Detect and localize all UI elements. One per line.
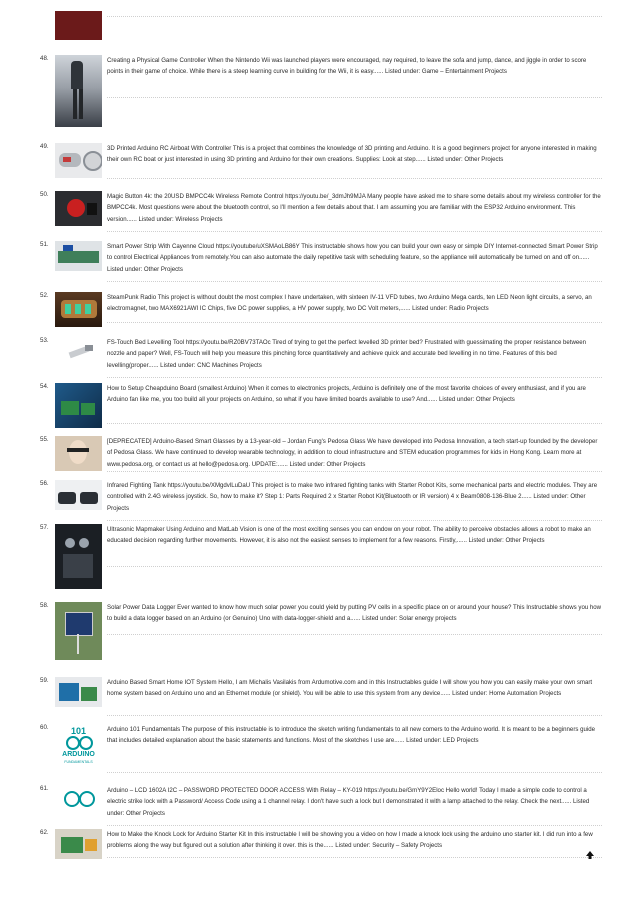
separator xyxy=(107,231,602,232)
game-controller-photo-icon[interactable] xyxy=(55,55,102,127)
rc-airboat-photo-icon[interactable] xyxy=(55,143,102,178)
separator xyxy=(107,857,602,858)
item-description[interactable]: Arduino – LCD 1602A I2C – PASSWORD PROTECTED DOOR ACCESS With Relay – KY-019 https://youtu.be/GmY9Y2Eloc Hello world! Today I made a simple code to control a electric strike lock with a Password/ Access Code using a 1 channel relay. I don't have such a lock but I demonstrated it with a lamp attached to the relay. Check the next...... Listed under: Other Projects xyxy=(107,787,590,817)
arduino-101-logo-icon[interactable] xyxy=(55,724,102,769)
item-number: 55. xyxy=(40,436,49,443)
logo-brand-text: ARDUINO xyxy=(62,751,95,758)
item-description[interactable]: Arduino 101 Fundamentals The purpose of this instructable is to introduce the sketch writing fundamentals to all new comers to the Arduino world. It is meant to be a beginners guide that includes detailed explanation about the basic statements and functions. Most of the sketches I use are...... Listed under: LED Projects xyxy=(107,726,596,745)
item-number: 51. xyxy=(40,241,49,248)
item-description[interactable]: How to Make the Knock Lock for Arduino Starter Kit In this instructable I will be showing you a video on how I made a knock lock using the arduino uno starter kit. I did run into a few problems along the way but figured out a solution after thinking it over. this is the...... Listed under: Security – Safety Projects xyxy=(107,831,593,850)
solar-logger-photo-icon[interactable] xyxy=(55,602,102,660)
steampunk-radio-photo-icon[interactable] xyxy=(55,292,102,327)
item-description[interactable]: Smart Power Strip With Cayenne Cloud https://youtube/uXSMAoLB86Y This instructable shows how you can build your own easy or simple DIY Internet-connected Smart Power Strip to control Electrical Appliances from remotely.You can also automate the daily repetitive task with scheduling feature, so the appliance will automatically be turned on and off on...... Listed under: Other Projects xyxy=(107,243,598,273)
item-description[interactable]: Creating a Physical Game Controller When the Nintendo Wii was launched players were encouraged, nay required, to leave the sofa and jump, dance, and jiggle in order to score points in their game of choice. While there is a steep learning curve in building for the Wii, it is easy...... Listed under: Game – Entertainment Projects xyxy=(107,57,587,76)
item-number: 54. xyxy=(40,383,49,390)
separator xyxy=(107,97,602,98)
item-description[interactable]: Magic Button 4k: the 20USD BMPCC4k Wireless Remote Control https://youtu.be/_3dmJh9MJA Many people have asked me to share some details about my wireless controller for the BMPCC4k. Most questions were about the bluetooth control, so I'll mention a few details about that. I am assuming you are familiar with the ESP32 Arduino environment. This version...... Listed under: Wireless Projects xyxy=(107,193,601,223)
smart-home-photo-icon[interactable] xyxy=(55,677,102,707)
item-number: 59. xyxy=(40,677,49,684)
separator xyxy=(107,566,602,567)
item-number: 61. xyxy=(40,785,49,792)
separator xyxy=(107,772,602,773)
separator xyxy=(107,825,602,826)
previous-entry-thumbnail[interactable] xyxy=(55,11,102,40)
item-description[interactable]: 3D Printed Arduino RC Airboat With Controller This is a project that combines the knowledge of 3D printing and Arduino. It is a good beginners project for anyone interested in making their own RC boat or just interested in using 3D printing and Arduino for their own creations. Supplies: Look at step...... Listed under: Other Projects xyxy=(107,145,597,164)
item-description[interactable]: SteamPunk Radio This project is without doubt the most complex I have undertaken, with sixteen IV-11 VFD tubes, two Arduino Mega cards, ten LED Neon light circuits, a servo, an electromagnet, two MAX6921AWI IC Chips, five DC power supplies, a HV power supply, two DC Volt meters,...... Listed under: Radio Projects xyxy=(107,294,592,313)
item-number: 49. xyxy=(40,143,49,150)
item-description[interactable]: [DEPRECATED] Arduino-Based Smart Glasses by a 13-year-old – Jordan Fung's Pedosa Glass We have developed into Pedosa Innovation, a tech start-up founded by the developer of Pedosa Glass. We have continued to develop wearable technology, in addition to cloud infrastructure and STEM education programmes for kids in Hong Kong. Learn more at www.pedosa.org, or contact us at hello@pedosa.org. UPDATE:...... Listed under: Other Projects xyxy=(107,438,598,468)
item-number: 62. xyxy=(40,829,49,836)
item-number: 48. xyxy=(40,55,49,62)
arduino-logo-icon[interactable] xyxy=(55,785,102,810)
separator xyxy=(107,520,602,521)
cheapduino-photo-icon[interactable] xyxy=(55,383,102,428)
item-number: 52. xyxy=(40,292,49,299)
item-number: 50. xyxy=(40,191,49,198)
smart-glasses-photo-icon[interactable] xyxy=(55,436,102,471)
item-description[interactable]: Arduino Based Smart Home IOT System Hello, I am Michalis Vasilakis from Ardumotive.com and in this Instructables guide I will show you how you can easily make your own smart home system based on Arduino uno and an Ethernet module (or shield). You will be able to use this system from any device...... Listed under: Home Automation Projects xyxy=(107,679,593,698)
separator xyxy=(107,281,602,282)
item-number: 60. xyxy=(40,724,49,731)
item-number: 57. xyxy=(40,524,49,531)
logo-101-text: 101 xyxy=(70,726,87,736)
separator xyxy=(107,423,602,424)
knock-lock-photo-icon[interactable] xyxy=(55,829,102,859)
scroll-to-top-icon[interactable] xyxy=(585,850,595,860)
separator xyxy=(107,471,602,472)
separator xyxy=(107,377,602,378)
logo-sub-text: FUNDAMENTALS xyxy=(64,760,93,764)
bed-levelling-photo-icon[interactable] xyxy=(55,337,102,367)
item-number: 56. xyxy=(40,480,49,487)
separator xyxy=(107,715,602,716)
separator xyxy=(107,634,602,635)
item-description[interactable]: Ultrasonic Mapmaker Using Arduino and MatLab Vision is one of the most exciting senses you can endow on your robot. The ability to perceive obstacles allows a robot to make an educated decision regarding further movements. However, it is also not the easiest senses to implement for a few reasons. Firstly,...... Listed under: Other Projects xyxy=(107,526,591,545)
fighting-tank-photo-icon[interactable] xyxy=(55,480,102,510)
item-description[interactable]: How to Setup Cheapduino Board (smallest Arduino) When it comes to electronics projects, Arduino is definitely one of the most favorite choices of every enthusiast, and if you are Arduino fan like me, you too build all your projects on Arduino, so what if you have limited boards available to use? And...... Listed under: Other Projects xyxy=(107,385,586,404)
power-strip-photo-icon[interactable] xyxy=(55,241,102,271)
item-description[interactable]: Infrared Fighting Tank https://youtu.be/XMgdvlLuDaU This project is to make two infrared fighting tanks with Starter Robot Kits, some mechanical parts and electric modules. They are controlled with 2.4G wireless joystick. So, how to make it? Step 1: Parts Required 2 x Starter Robot Kit(Bluetooth or IR version) 4 x Beam0808-136-Blue 2...... Listed under: Other Projects xyxy=(107,482,598,512)
item-description[interactable]: Solar Power Data Logger Ever wanted to know how much solar power you could yield by putting PV cells in a specific place on or around your house? This Instructable shows you how to build a data logger based on an Arduino (or Genuino) Uno with data-logger-shield and a...... Listed under: Solar energy projects xyxy=(107,604,602,623)
item-number: 53. xyxy=(40,337,49,344)
ultrasonic-mapmaker-photo-icon[interactable] xyxy=(55,524,102,589)
item-number: 58. xyxy=(40,602,49,609)
separator xyxy=(107,16,602,17)
magic-button-photo-icon[interactable] xyxy=(55,191,102,226)
separator xyxy=(107,178,602,179)
separator xyxy=(107,322,602,323)
item-description[interactable]: FS-Touch Bed Levelling Tool https://youtu.be/RZ0BV73TAOc Tired of trying to get the perfect levelled 3D printer bed? Frustrated with guessimating the proper resistance between nozzle and paper? Well, FS-Touch will help you measure this pinching force quantitatively and achieve quick and accurate bed levelling in no time. Features of this bed levelling(proper...... Listed under: CNC Machines Projects xyxy=(107,339,587,369)
